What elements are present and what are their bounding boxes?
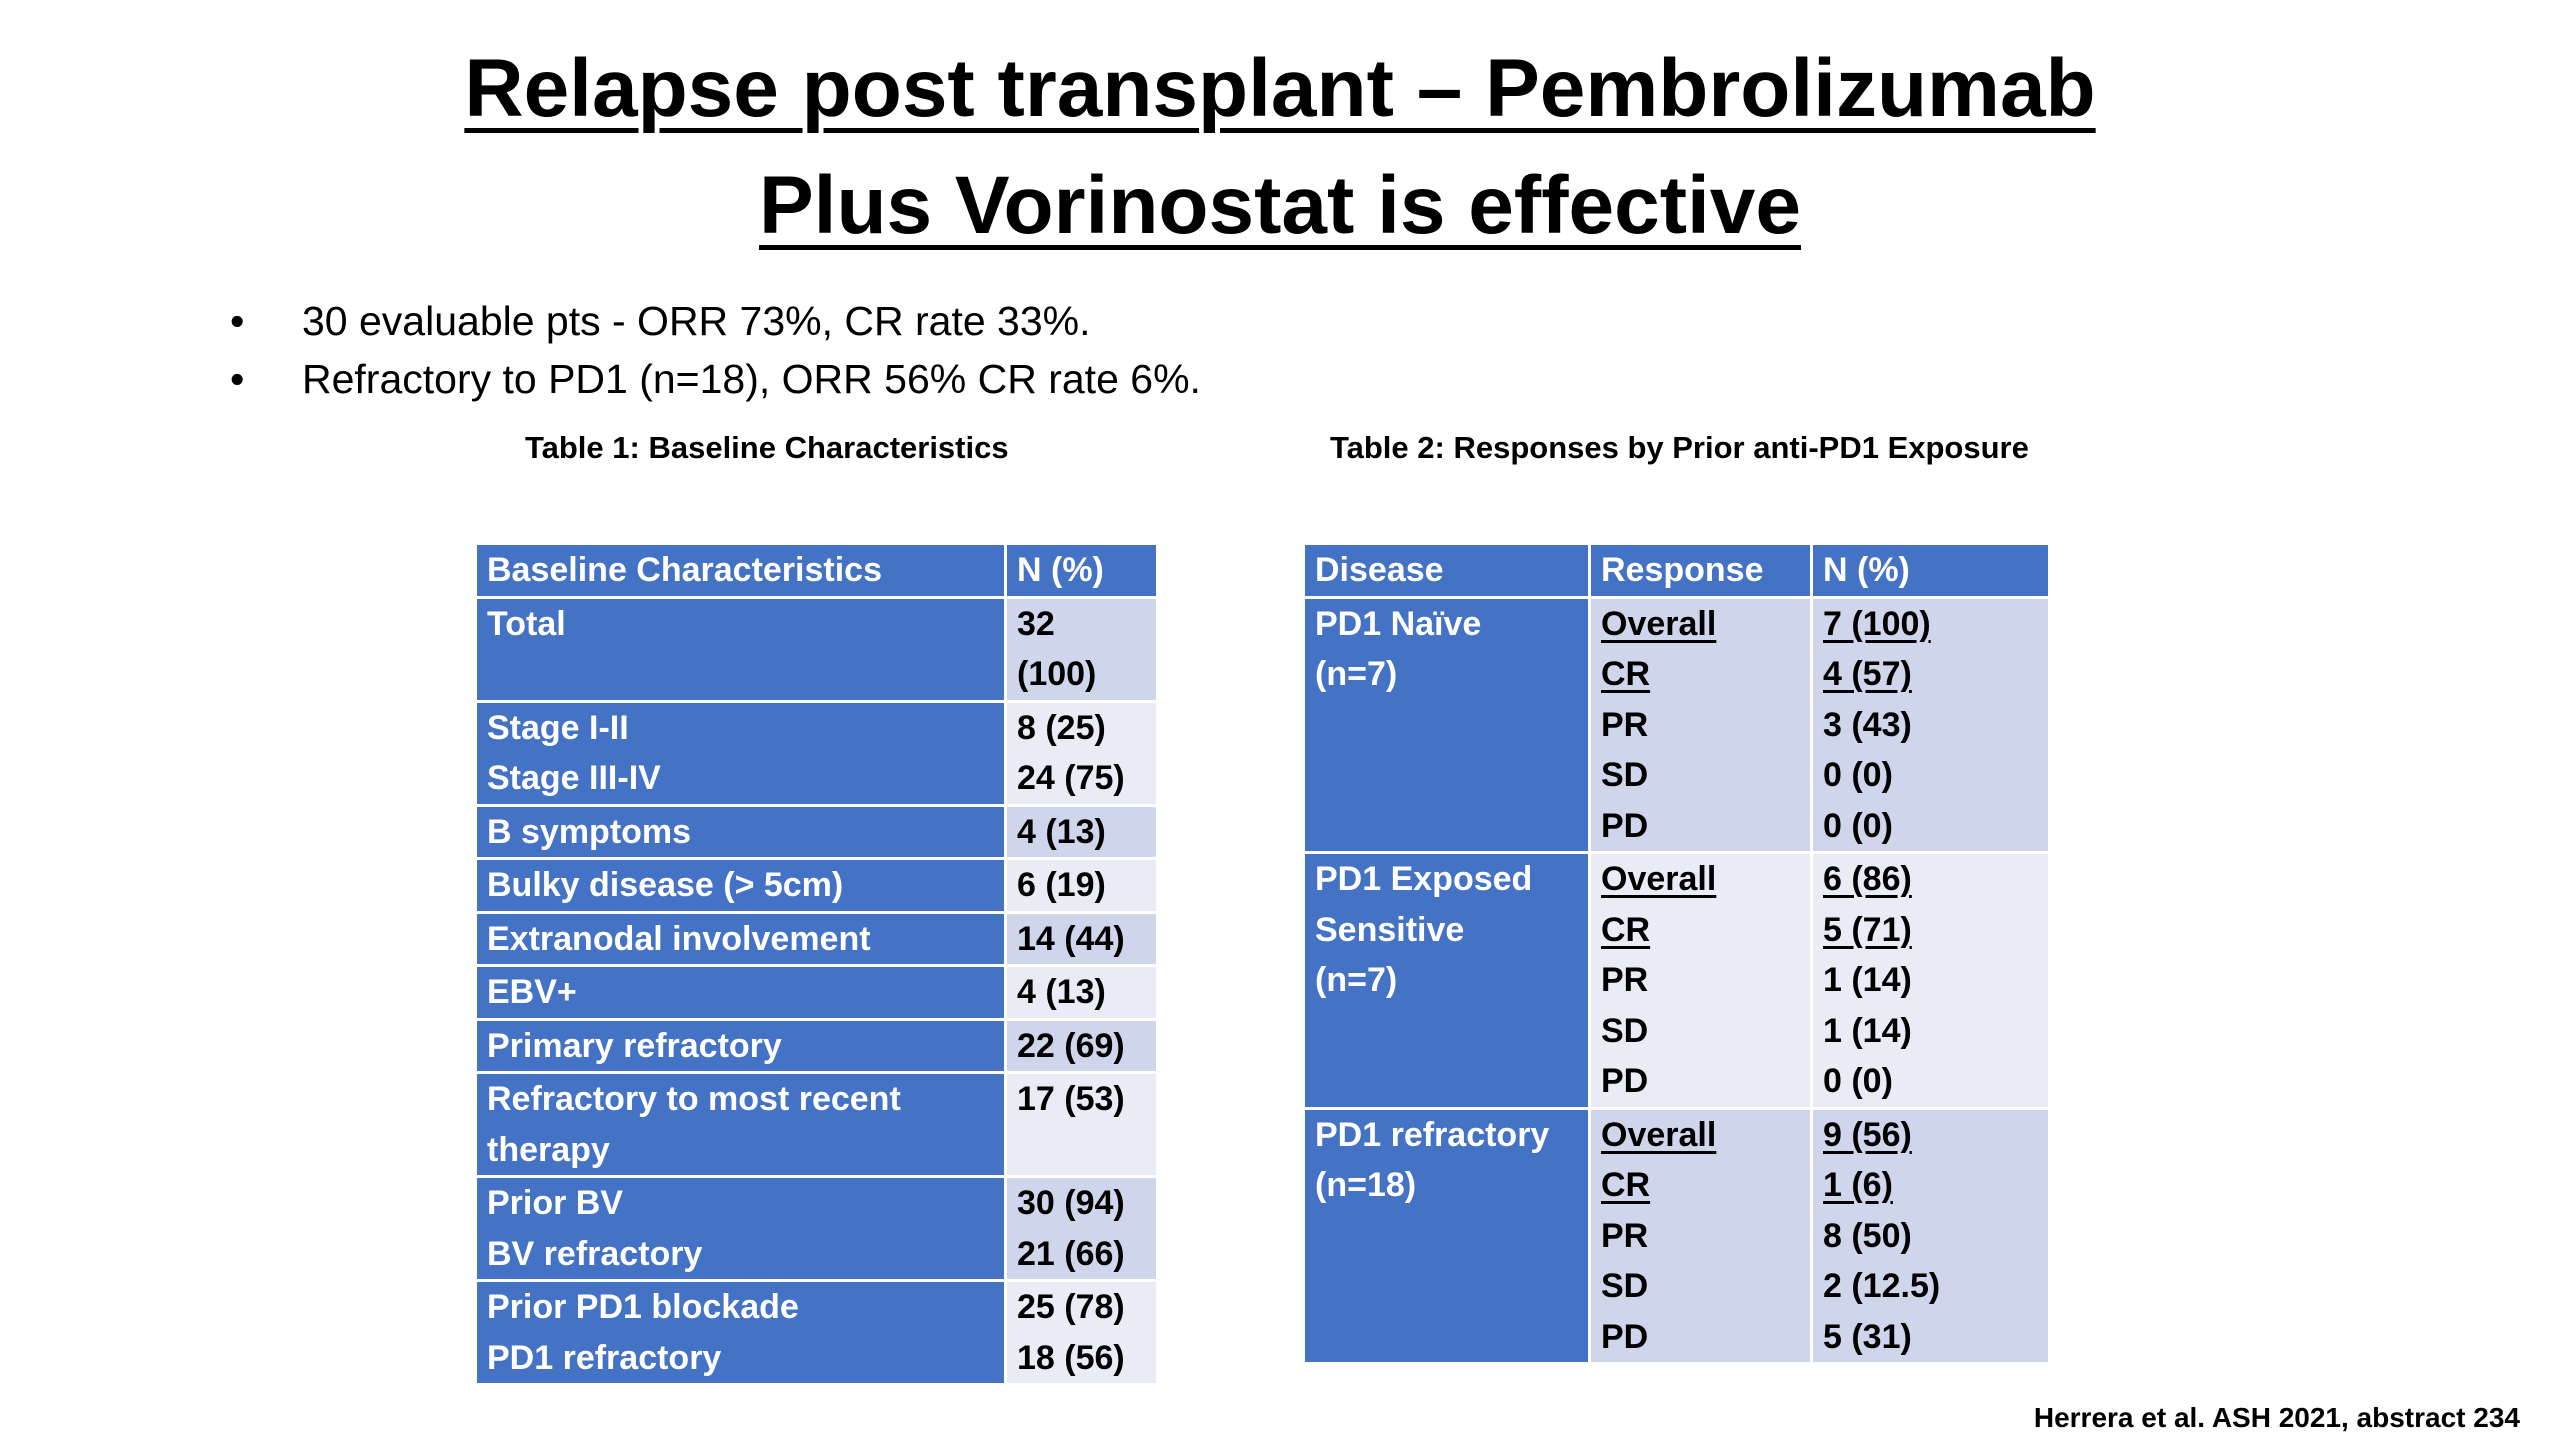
- table2-header-row: [1304, 544, 2050, 598]
- characteristic-value: [1006, 1125, 1158, 1177]
- response-type: PD: [1590, 801, 1812, 853]
- characteristic-value: (100): [1006, 649, 1158, 701]
- response-value: 9 (56): [1812, 1108, 2050, 1160]
- table1-row: [476, 1177, 1158, 1229]
- response-value: 1 (14): [1812, 955, 2050, 1006]
- characteristic-value: 32: [1006, 597, 1158, 649]
- table1-row: [476, 753, 1158, 805]
- response-type: CR: [1590, 649, 1812, 700]
- table1-body: [476, 597, 1158, 1383]
- characteristic-value: 8 (25): [1006, 701, 1158, 753]
- characteristic-label: Stage I-II: [476, 701, 1006, 753]
- response-value: 0 (0): [1812, 801, 2050, 853]
- slide-title-line-1: Relapse post transplant – Pembrolizumab: [464, 43, 2096, 134]
- response-type: CR: [1590, 1160, 1812, 1211]
- response-type: PD: [1590, 1312, 1812, 1363]
- citation-footer: Herrera et al. ASH 2021, abstract 234: [2033, 1402, 2520, 1433]
- response-value: 3 (43): [1812, 700, 2050, 751]
- table1-row: [476, 701, 1158, 753]
- characteristic-label: Prior BV: [476, 1177, 1006, 1229]
- characteristic-label: Extranodal involvement: [476, 912, 1006, 966]
- response-value: 0 (0): [1812, 1056, 2050, 1108]
- characteristic-label: EBV+: [476, 966, 1006, 1020]
- table1-row: [476, 1229, 1158, 1281]
- bullet-dot: •: [230, 298, 245, 344]
- response-type: SD: [1590, 1006, 1812, 1057]
- characteristic-value: 22 (69): [1006, 1019, 1158, 1073]
- characteristic-label: Stage III-IV: [476, 753, 1006, 805]
- response-value: 4 (57): [1812, 649, 2050, 700]
- disease-label-line: PD1 refractory: [1315, 1115, 1550, 1154]
- characteristic-label: Primary refractory: [476, 1019, 1006, 1073]
- response-type: Overall: [1590, 853, 1812, 905]
- response-type: PR: [1590, 700, 1812, 751]
- characteristic-value: 18 (56): [1006, 1333, 1158, 1384]
- response-value: 2 (12.5): [1812, 1261, 2050, 1312]
- disease-group-cell: [1304, 853, 1590, 1109]
- table2-caption: Table 2: Responses by Prior anti-PD1 Exposure: [1330, 430, 2029, 465]
- bullet-text: 30 evaluable pts - ORR 73%, CR rate 33%.: [302, 298, 1091, 344]
- table2-row: [1304, 597, 2050, 649]
- slide-title-line-2: Plus Vorinostat is effective: [758, 160, 1802, 251]
- response-value: 1 (6): [1812, 1160, 2050, 1211]
- table2-header-cell: Disease: [1304, 544, 1590, 598]
- characteristic-label: B symptoms: [476, 805, 1006, 859]
- response-value: 1 (14): [1812, 1006, 2050, 1057]
- disease-group-cell: [1304, 597, 1590, 853]
- table2-body: [1304, 597, 2050, 1362]
- characteristic-value: 24 (75): [1006, 753, 1158, 805]
- bullet-text: Refractory to PD1 (n=18), ORR 56% CR rate 6%.: [302, 356, 1201, 402]
- characteristic-value: 25 (78): [1006, 1281, 1158, 1333]
- table1-row: [476, 1073, 1158, 1125]
- characteristic-value: 4 (13): [1006, 805, 1158, 859]
- characteristic-label: therapy: [476, 1125, 1006, 1177]
- characteristic-value: 14 (44): [1006, 912, 1158, 966]
- characteristic-value: 6 (19): [1006, 859, 1158, 913]
- table1-row: [476, 1333, 1158, 1384]
- response-type: PD: [1590, 1056, 1812, 1108]
- characteristic-value: 30 (94): [1006, 1177, 1158, 1229]
- table1-caption: Table 1: Baseline Characteristics: [525, 430, 1009, 465]
- bullet-item: [230, 350, 1201, 408]
- table2-row: [1304, 853, 2050, 905]
- response-type: SD: [1590, 750, 1812, 801]
- table1-row: [476, 805, 1158, 859]
- table1-row: [476, 1019, 1158, 1073]
- characteristic-label: Bulky disease (> 5cm): [476, 859, 1006, 913]
- response-type: PR: [1590, 1211, 1812, 1262]
- table1-header-row: [476, 544, 1158, 598]
- response-value: 6 (86): [1812, 853, 2050, 905]
- characteristic-label: Prior PD1 blockade: [476, 1281, 1006, 1333]
- table1-row: [476, 1281, 1158, 1333]
- response-value: 5 (31): [1812, 1312, 2050, 1363]
- table1-row: [476, 859, 1158, 913]
- disease-label-line: (n=18): [1315, 1166, 1417, 1204]
- characteristic-label: Refractory to most recent: [476, 1073, 1006, 1125]
- response-type: CR: [1590, 905, 1812, 956]
- table1-row: [476, 597, 1158, 649]
- responses-table: [1302, 542, 2051, 1362]
- table1-row: [476, 1125, 1158, 1177]
- characteristic-value: 17 (53): [1006, 1073, 1158, 1125]
- characteristic-label: Total: [476, 597, 1006, 649]
- response-type: PR: [1590, 955, 1812, 1006]
- characteristic-label: [476, 649, 1006, 701]
- characteristic-label: BV refractory: [476, 1229, 1006, 1281]
- disease-label-line: (n=7): [1315, 961, 1398, 999]
- characteristic-value: 21 (66): [1006, 1229, 1158, 1281]
- response-type: SD: [1590, 1261, 1812, 1312]
- disease-label-line: PD1 Exposed: [1315, 860, 1533, 898]
- characteristic-label: PD1 refractory: [476, 1333, 1006, 1384]
- bullet-dot: •: [230, 356, 245, 402]
- disease-label-line: (n=7): [1315, 655, 1398, 693]
- response-value: 7 (100): [1812, 597, 2050, 649]
- bullet-list: [230, 292, 1201, 408]
- table1-row: [476, 649, 1158, 701]
- response-value: 5 (71): [1812, 905, 2050, 956]
- disease-label-line: Sensitive: [1315, 910, 1465, 949]
- baseline-characteristics-table: [474, 542, 1159, 1383]
- response-type: Overall: [1590, 597, 1812, 649]
- characteristic-value: 4 (13): [1006, 966, 1158, 1020]
- disease-label-line: PD1 Naïve: [1315, 604, 1482, 643]
- table1-header-cell: Baseline Characteristics: [476, 544, 1006, 598]
- table2-row: [1304, 1108, 2050, 1160]
- response-value: 8 (50): [1812, 1211, 2050, 1262]
- response-value: 0 (0): [1812, 750, 2050, 801]
- table1-row: [476, 912, 1158, 966]
- table2-header-cell: Response: [1590, 544, 1812, 598]
- bullet-item: [230, 292, 1201, 350]
- response-type: Overall: [1590, 1108, 1812, 1160]
- table2-header-cell: N (%): [1812, 544, 2050, 598]
- table1-header-cell: N (%): [1006, 544, 1158, 598]
- table1-row: [476, 966, 1158, 1020]
- disease-group-cell: [1304, 1108, 1590, 1362]
